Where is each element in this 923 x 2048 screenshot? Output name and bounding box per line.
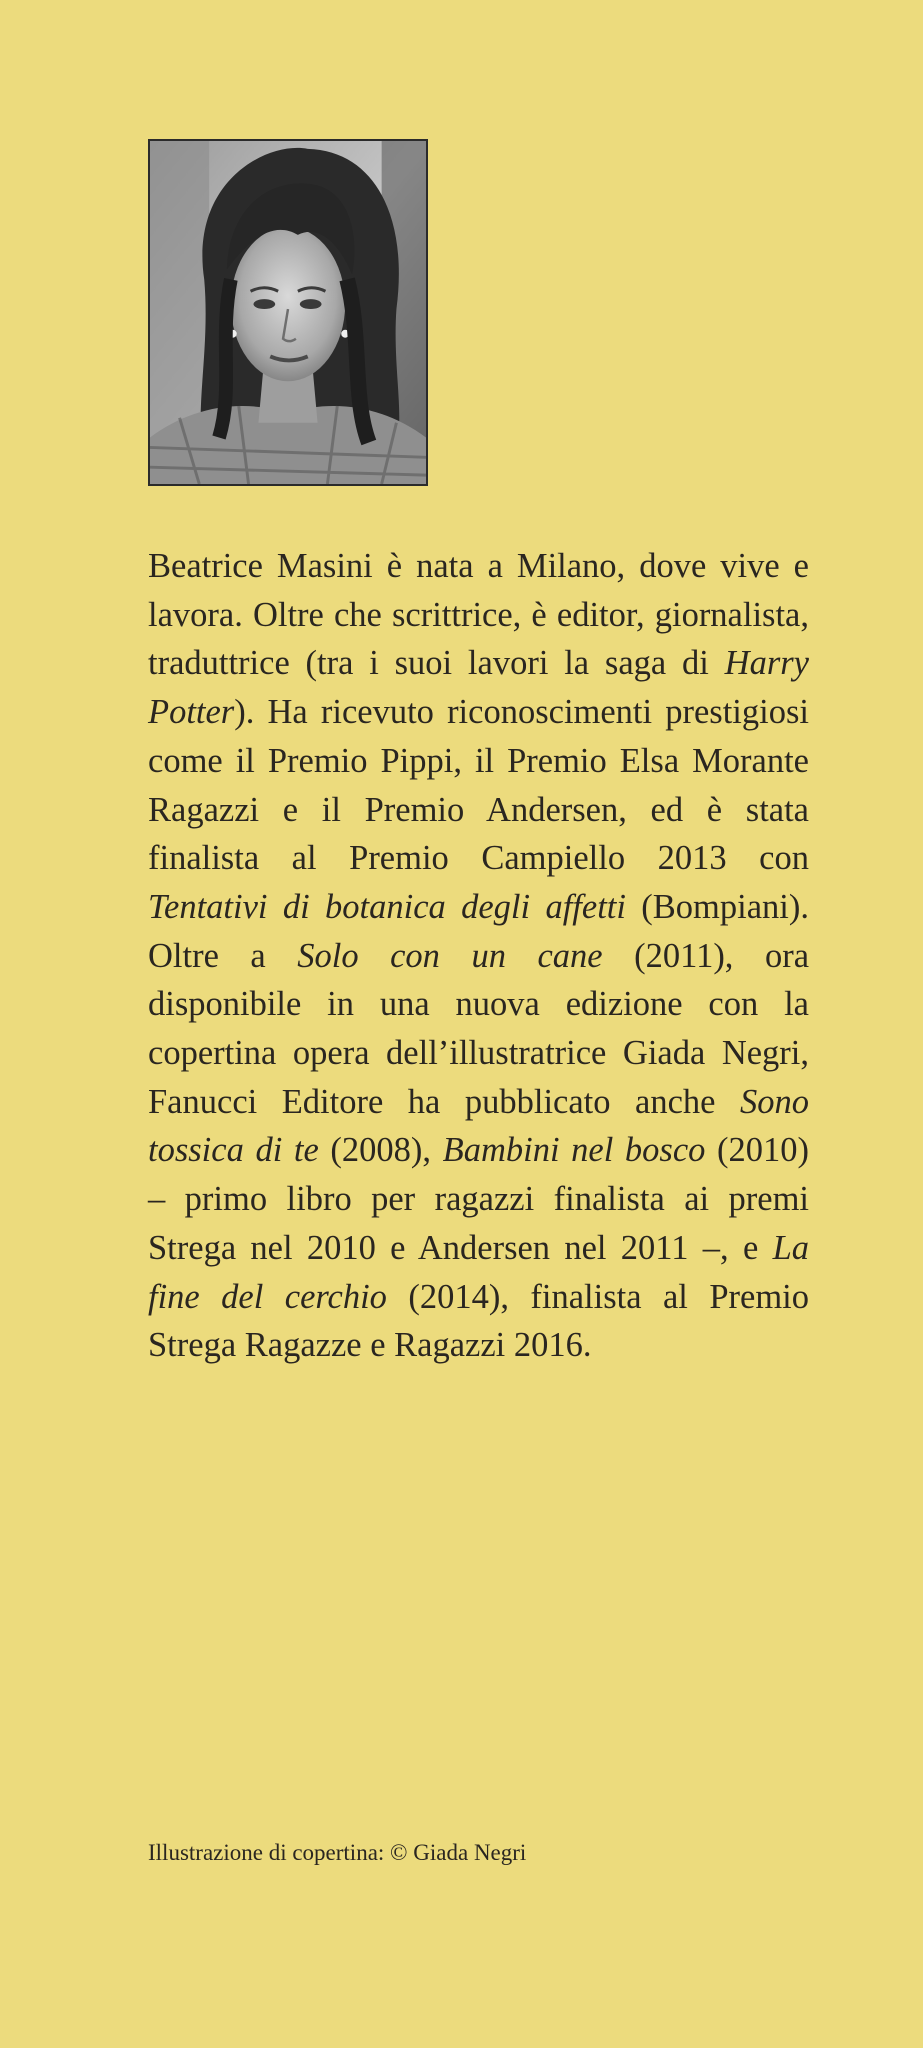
author-bio <box>148 542 809 1370</box>
bio-text: (2014), finalista al Premio Strega Ragazze e Ragazzi 2016. <box>148 1277 809 1365</box>
bio-text: (2010) – primo libro per ragazzi finalista ai premi Strega nel 2010 e Andersen nel 2011 –, e <box>148 1131 809 1267</box>
portrait-photo-icon <box>150 141 426 484</box>
bio-title-la-fine-del-cerchio: La fine del cerchio <box>148 1228 809 1316</box>
bio-text: (Bompiani). Oltre a <box>148 887 809 975</box>
bio-text: Beatrice Masini è nata a Milano, dove vive e lavora. Oltre che scrittrice, è editor, giornalista, traduttrice (tra i suoi lavori la saga di <box>148 547 809 683</box>
cover-illustration-credit: Illustrazione di copertina: © Giada Negri <box>148 1840 527 1865</box>
bio-title-sono-tossica-di-te: Sono tossica di te <box>148 1082 809 1170</box>
author-photo <box>148 139 428 486</box>
bio-title-bambini-nel-bosco: Bambini nel bosco <box>442 1131 706 1170</box>
bio-title-solo-con-un-cane: Solo con un cane <box>297 936 603 975</box>
bio-text: (2008), <box>318 1131 443 1170</box>
bio-text: (2011), ora disponibile in una nuova edizione con la copertina opera dell’illustratrice Giada Negri, Fanucci Editore ha pubblicato anche <box>148 936 810 1121</box>
bio-text: ). Ha ricevuto riconoscimenti prestigiosi come il Premio Pippi, il Premio Elsa Morante Ragazzi e il Premio Andersen, ed è stata finalista al Premio Campiello 2013 con <box>148 693 809 878</box>
bio-title-harry-potter: Harry Potter <box>148 644 809 732</box>
bio-title-tentativi-di-botanica: Tentativi di botanica degli affetti <box>148 887 626 926</box>
